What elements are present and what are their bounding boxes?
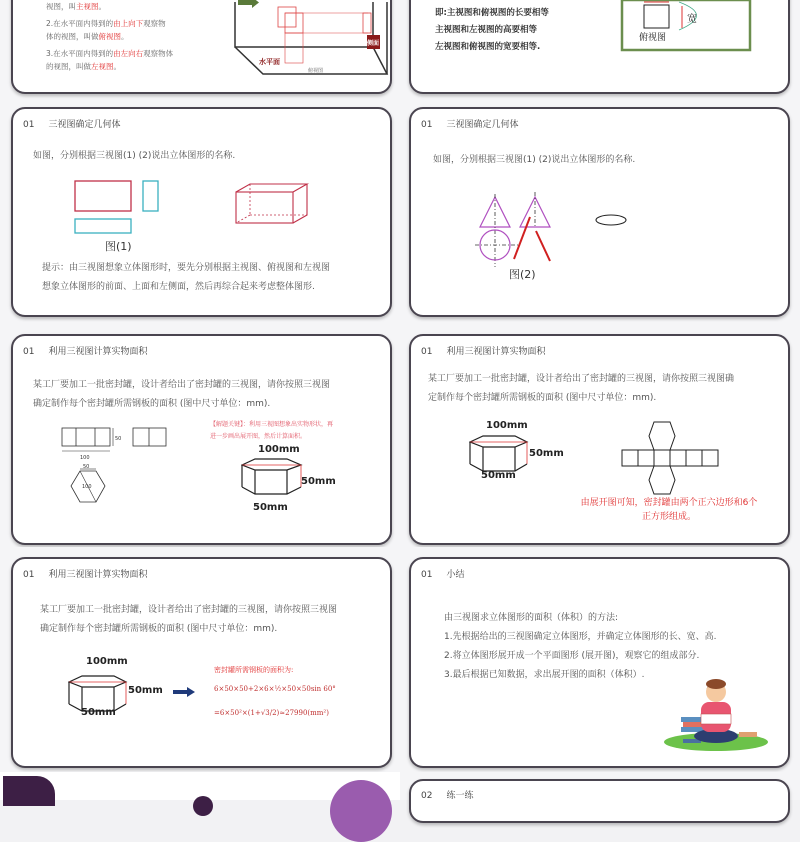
slide-4-card — [409, 107, 790, 317]
question-text: 某工厂要加工一批密封罐，设计者给出了密封罐的三视图，请你按照三视图 确定制作每个密封罐所需钢板的面积 (图中尺寸单位：mm). — [33, 380, 331, 409]
summary-text: 由三视图求立体图形的面积（体积）的方法: 1.先根据给出的三视图确定立体图形，并确定立体图形的长、宽、高. 2.将立体图形展开成一个平面图形 (展开图)，观察它的组成部分. 3.最后根据已知数据，求出展开图的面积（体积）. — [444, 613, 717, 680]
slide-header: 01 三视图确定几何体 — [23, 120, 121, 130]
label-width: 50mm — [481, 470, 516, 481]
svg-text:俯视图: 俯视图 — [308, 68, 324, 74]
question-text: 某工厂要加工一批密封罐，设计者给出了密封罐的三视图，请你按照三视图确 定制作每个密封罐所需钢板的面积 (图中尺寸单位：mm). — [428, 374, 735, 403]
label-length: 100mm — [258, 444, 300, 455]
svg-text:50: 50 — [83, 464, 90, 470]
slide-header: 02 练一练 — [421, 791, 474, 801]
svg-text:侧面: 侧面 — [366, 40, 380, 47]
decorative-circle — [330, 780, 392, 842]
reading-child-illustration — [661, 674, 771, 754]
slide-header: 01 三视图确定几何体 — [421, 120, 519, 130]
slide-9[interactable] — [0, 772, 400, 800]
slide-header: 01 利用三视图计算实物面积 — [23, 347, 148, 357]
cuboid-icon — [233, 181, 313, 226]
slide-6-card — [409, 334, 790, 545]
hint-text: 提示：由三视图想象立体图形时，要先分别根据主视图、俯视图和左视图 想象立体图形的前面、上面和左侧面，然后再综合起来考虑整体图形. — [42, 263, 331, 292]
arrow-right-icon — [173, 687, 195, 697]
question-text: 如图，分别根据三视图(1) (2)说出立体图形的名称. — [33, 151, 236, 161]
three-view-relation-diagram — [619, 0, 759, 70]
label-height: 50mm — [529, 448, 564, 459]
slide-7[interactable] — [0, 547, 400, 772]
slide-header: 01 小结 — [421, 570, 465, 580]
svg-text:俯视图: 俯视图 — [639, 33, 667, 43]
cone-three-views-figure — [471, 189, 631, 289]
slide-5[interactable] — [0, 322, 400, 547]
equality-rules: 即:主视图和俯视图的长要相等 主视图和左视图的高要相等 左视图和俯视图的宽要相等. — [435, 8, 549, 52]
figure-2-label: 图(2) — [509, 268, 536, 281]
slide-2-card — [409, 0, 790, 94]
key-hint-text: 【解题关键】：利用三视图想象出实物形状，再 进一步画出展开图，然后计算面积。 — [210, 421, 334, 440]
svg-text:水平面: 水平面 — [259, 58, 280, 66]
label-width: 50mm — [81, 707, 116, 718]
decorative-dot — [193, 796, 213, 816]
slide-5-card — [11, 334, 392, 545]
calc-line-2: =6×50²×(1+√3/2)≈27990(mm²) — [214, 709, 329, 717]
slide-10[interactable] — [400, 772, 800, 800]
label-width: 50mm — [253, 502, 288, 513]
slide-8-card — [409, 557, 790, 768]
net-unfolding-diagram — [621, 420, 726, 495]
label-height: 50mm — [301, 476, 336, 487]
slide-1[interactable] — [0, 0, 400, 100]
question-text: 某工厂要加工一批密封罐，设计者给出了密封罐的三视图，请你按照三视图 确定制作每个密封罐所需钢板的面积 (图中尺寸单位：mm). — [40, 605, 338, 634]
calc-line-1: 6×50×50+2×6×½×50×50sin 60° — [214, 685, 336, 693]
label-length: 100mm — [86, 656, 128, 667]
slide-4[interactable] — [400, 100, 800, 322]
slide-header: 01 利用三视图计算实物面积 — [23, 570, 148, 580]
definition-text: 视图，叫主视图。 2.在水平面内得到的由上向下观察物 体的视图，叫做俯视图。 3.在水平面内得到的由左向右观察物体 的视图，叫做左视图。 — [46, 2, 174, 71]
svg-text:宽: 宽 — [687, 14, 697, 25]
slide-6[interactable] — [400, 322, 800, 547]
question-text: 如图，分别根据三视图(1) (2)说出立体图形的名称. — [433, 155, 636, 165]
svg-text:100: 100 — [82, 484, 92, 490]
slide-1-card — [11, 0, 392, 94]
slide-2[interactable] — [400, 0, 800, 100]
label-length: 100mm — [486, 420, 528, 431]
decorative-block — [3, 776, 55, 806]
slide-10-card — [409, 779, 790, 823]
three-views-figure-1 — [73, 177, 173, 237]
calc-title: 密封罐所需钢板的面积为: — [214, 666, 294, 674]
prism-three-views — [58, 426, 178, 526]
projection-box-diagram — [223, 0, 392, 77]
slide-7-card — [11, 557, 392, 768]
slide-header: 01 利用三视图计算实物面积 — [421, 347, 546, 357]
slide-3[interactable] — [0, 100, 400, 322]
slide-8[interactable] — [400, 547, 800, 772]
figure-1-label: 图(1) — [105, 240, 132, 253]
svg-text:100: 100 — [80, 455, 90, 461]
conclusion-text: 由展开图可知，密封罐由两个正六边形和6个 正方形组成。 — [580, 498, 758, 522]
label-height: 50mm — [128, 685, 163, 696]
slide-3-card — [11, 107, 392, 317]
svg-text:50: 50 — [115, 436, 122, 442]
